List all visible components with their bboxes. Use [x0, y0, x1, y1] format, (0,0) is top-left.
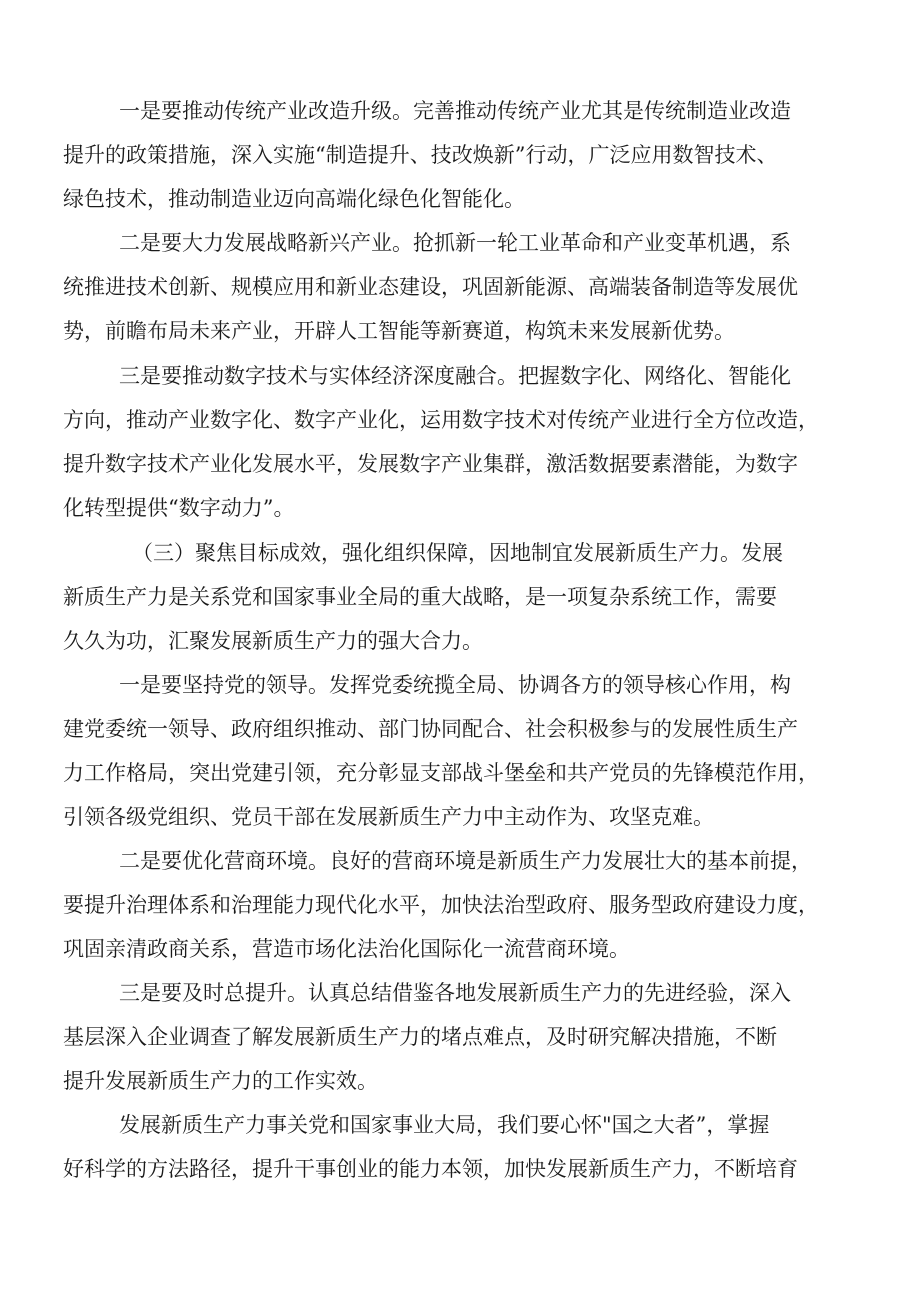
text-line: 一是要坚持党的领导。发挥党委统揽全局、协调各方的领导核心作用，构: [119, 673, 791, 697]
text-line: 绿色技术，推动制造业迈向高端化绿色化智能化。: [63, 187, 525, 211]
text-line: 提升发展新质生产力的工作实效。: [63, 1069, 378, 1093]
text-line: 统推进技术创新、规模应用和新业态建设，巩固新能源、高端装备制造等发展优: [63, 275, 798, 299]
text-line: 势，前瞻布局未来产业，开辟人工智能等新赛道，构筑未来发展新优势。: [63, 319, 735, 343]
text-line: 引领各级党组织、党员干部在发展新质生产力中主动作为、攻坚克难。: [63, 805, 714, 829]
text-line: 建党委统一领导、政府组织推动、部门协同配合、社会积极参与的发展性质生产: [63, 717, 798, 741]
text-line: 久久为功，汇聚发展新质生产力的强大合力。: [63, 629, 483, 653]
text-line: 方向，推动产业数字化、数字产业化，运用数字技术对传统产业进行全方位改造，: [63, 408, 819, 432]
text-line: 巩固亲清政商关系，营造市场化法治化国际化一流营商环境。: [63, 937, 630, 961]
text-line: 力工作格局，突出党建引领，充分彰显支部战斗堡垒和共产党员的先锋模范作用，: [63, 761, 819, 785]
text-line: 化转型提供“数字动力”。: [63, 496, 295, 520]
text-line: 一是要推动传统产业改造升级。完善推动传统产业尤其是传统制造业改造: [119, 99, 791, 123]
text-line: 三是要推动数字技术与实体经济深度融合。把握数字化、网络化、智能化: [119, 364, 791, 388]
text-line: 好科学的方法路径，提升干事创业的能力本领，加快发展新质生产力，不断培育: [63, 1157, 798, 1181]
text-line: 基层深入企业调查了解发展新质生产力的堵点难点，及时研究解决措施，不断: [63, 1025, 777, 1049]
text-line: 提升数字技术产业化发展水平，发展数字产业集群，激活数据要素潜能，为数字: [63, 452, 798, 476]
text-line: 二是要优化营商环境。良好的营商环境是新质生产力发展壮大的基本前提，: [119, 849, 812, 873]
text-line: 三是要及时总提升。认真总结借鉴各地发展新质生产力的先进经验，深入: [119, 981, 791, 1005]
text-line: 发展新质生产力事关党和国家事业大局，我们要心怀"国之大者”，掌握: [119, 1113, 770, 1137]
text-line: 要提升治理体系和治理能力现代化水平，加快法治型政府、服务型政府建设力度，: [63, 893, 819, 917]
text-line: 提升的政策措施，深入实施“制造提升、技改焕新”行动，广泛应用数智技术、: [63, 143, 778, 167]
section-heading-line: （三）聚焦目标成效，强化组织保障，因地制宜发展新质生产力。发展: [132, 541, 783, 565]
text-line: 二是要大力发展战略新兴产业。抢抓新一轮工业革命和产业变革机遇，系: [119, 231, 791, 255]
text-line: 新质生产力是关系党和国家事业全局的重大战略，是一项复杂系统工作，需要: [63, 585, 777, 609]
